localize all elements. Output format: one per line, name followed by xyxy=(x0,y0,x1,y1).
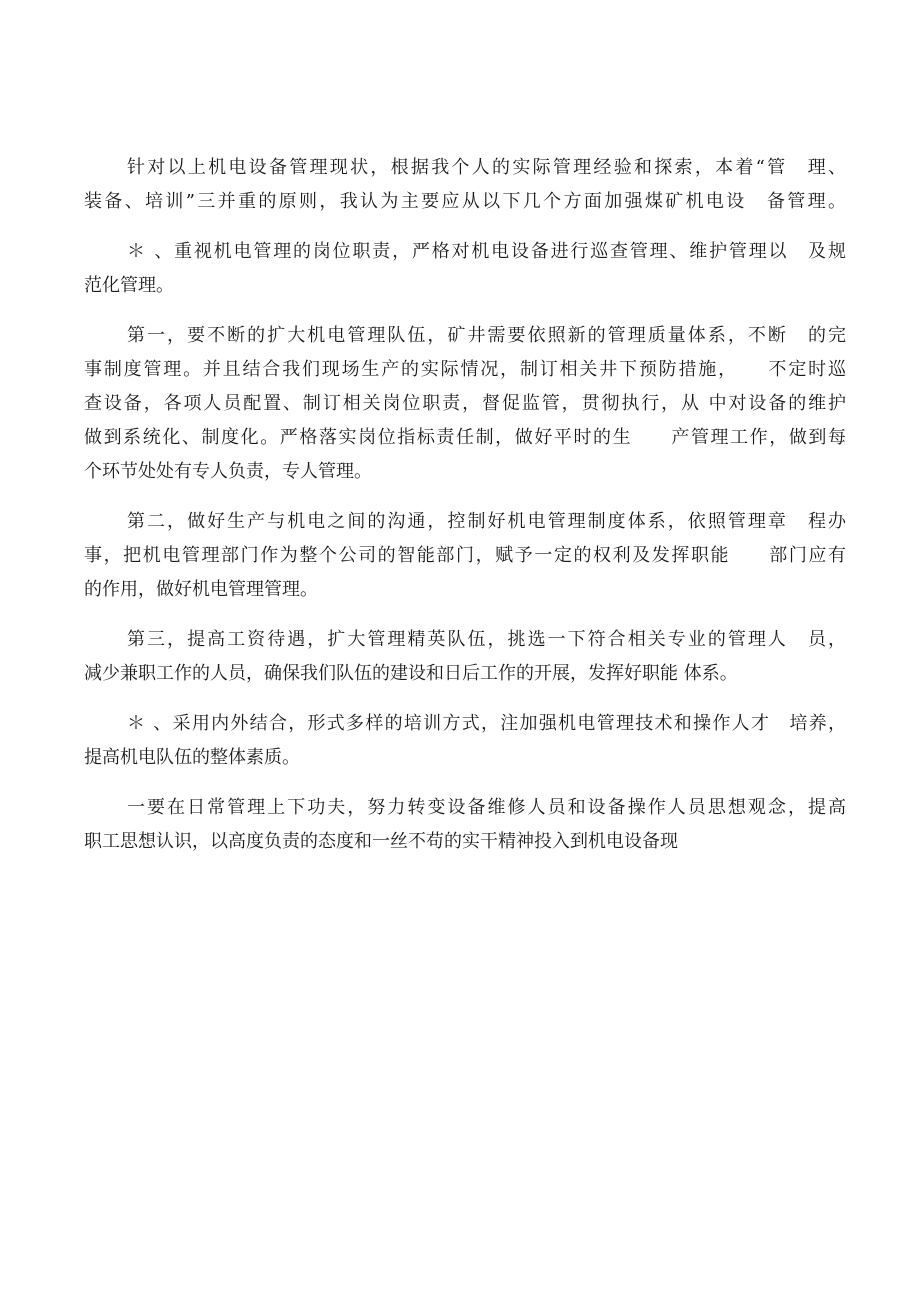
paragraph-4 xyxy=(84,505,846,607)
paragraph-2 xyxy=(84,235,846,303)
paragraph-line: ＊ 、采用内外结合，形式多样的培训方式，注加强机电管理技术和操作人才 培养， xyxy=(127,713,846,734)
document-body xyxy=(84,151,846,859)
paragraph-1 xyxy=(84,151,846,219)
paragraph-3 xyxy=(84,319,846,489)
paragraph-line: 事，把机电管理部门作为整个公司的智能部门，赋予一定的权利及发挥职能 部门应有 xyxy=(84,545,846,566)
paragraph-line: ＊ 、重视机电管理的岗位职责，严格对机电设备进行巡查管理、维护管理以 及规 xyxy=(127,241,846,262)
paragraph-5 xyxy=(84,623,846,691)
paragraph-line: 装备、培训”三并重的原则，我认为主要应从以下几个方面加强煤矿机电设 备管理。 xyxy=(84,191,846,212)
paragraph-line: 一要在日常管理上下功夫，努力转变设备维修人员和设备操作人员思想观念，提高 xyxy=(127,797,846,818)
paragraph-line: 提高机电队伍的整体素质。 xyxy=(84,747,300,768)
paragraph-line: 个环节处处有专人负责，专人管理。 xyxy=(84,461,372,482)
paragraph-line: 第三，提高工资待遇，扩大管理精英队伍，挑选一下符合相关专业的管理人 员， xyxy=(127,629,846,650)
paragraph-6 xyxy=(84,707,846,775)
paragraph-line: 第二，做好生产与机电之间的沟通，控制好机电管理制度体系，依照管理章 程办 xyxy=(127,511,846,532)
paragraph-line: 第一，要不断的扩大机电管理队伍，矿井需要依照新的管理质量体系，不断 的完 xyxy=(127,325,846,346)
paragraph-line: 查设备，各项人员配置、制订相关岗位职责，督促监管，贯彻执行，从 中对设备的维护 xyxy=(84,393,846,414)
paragraph-line: 范化管理。 xyxy=(84,275,174,296)
paragraph-line: 做到系统化、制度化。严格落实岗位指标责任制，做好平时的生 产管理工作，做到每 xyxy=(84,427,846,448)
paragraph-line: 针对以上机电设备管理现状，根据我个人的实际管理经验和探索，本着“管 理、 xyxy=(127,157,846,178)
paragraph-line: 职工思想认识，以高度负责的态度和一丝不苟的实干精神投入到机电设备现 xyxy=(84,831,678,852)
paragraph-7 xyxy=(84,791,846,859)
paragraph-line: 减少兼职工作的人员，确保我们队伍的建设和日后工作的开展，发挥好职能 体系。 xyxy=(84,663,738,684)
paragraph-line: 的作用，做好机电管理管理。 xyxy=(84,579,318,600)
paragraph-line: 事制度管理。并且结合我们现场生产的实际情况，制订相关井下预防措施， 不定时巡 xyxy=(84,359,846,380)
